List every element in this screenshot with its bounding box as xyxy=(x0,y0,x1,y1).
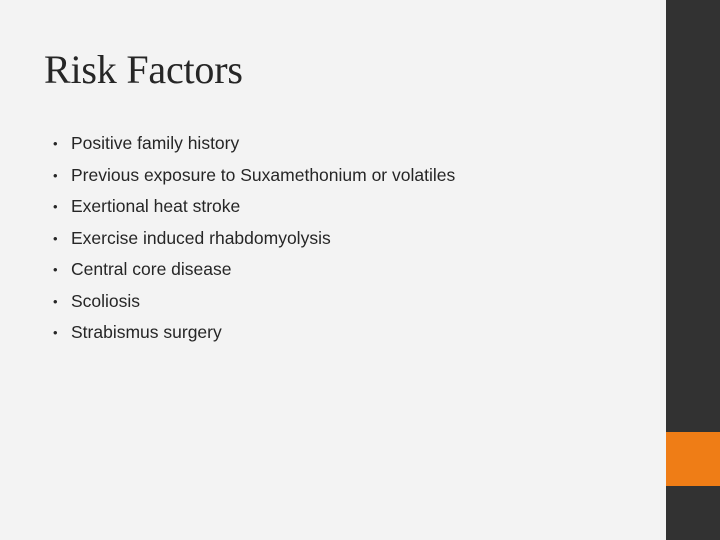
bullet-icon: • xyxy=(53,136,58,151)
bullet-item xyxy=(48,317,455,349)
bullet-item xyxy=(48,286,455,318)
accent-block xyxy=(666,432,720,486)
bullet-icon: • xyxy=(53,167,58,183)
bullet-text: Positive family history xyxy=(71,133,240,153)
bullet-text: Exertional heat stroke xyxy=(71,196,241,216)
bullet-item xyxy=(48,254,455,286)
bullet-icon: • xyxy=(53,199,58,214)
slide-title: Risk Factors xyxy=(44,47,243,92)
bullet-icon: • xyxy=(53,262,58,277)
bullet-list xyxy=(48,128,455,349)
bullet-text: Previous exposure to Suxamethonium or volatiles xyxy=(71,164,456,185)
bullet-text: Strabismus surgery xyxy=(71,322,222,342)
bullet-icon: • xyxy=(53,293,58,309)
bullet-item xyxy=(48,128,455,160)
bullet-item xyxy=(48,191,455,223)
bullet-icon: • xyxy=(53,325,58,340)
bullet-item xyxy=(48,223,455,255)
bullet-item xyxy=(48,160,455,192)
bullet-icon: • xyxy=(53,230,58,246)
decorative-sidebar xyxy=(666,0,720,540)
bullet-text: Central core disease xyxy=(71,259,232,279)
bullet-text: Exercise induced rhabdomyolysis xyxy=(71,227,331,248)
bullet-text: Scoliosis xyxy=(71,290,141,311)
